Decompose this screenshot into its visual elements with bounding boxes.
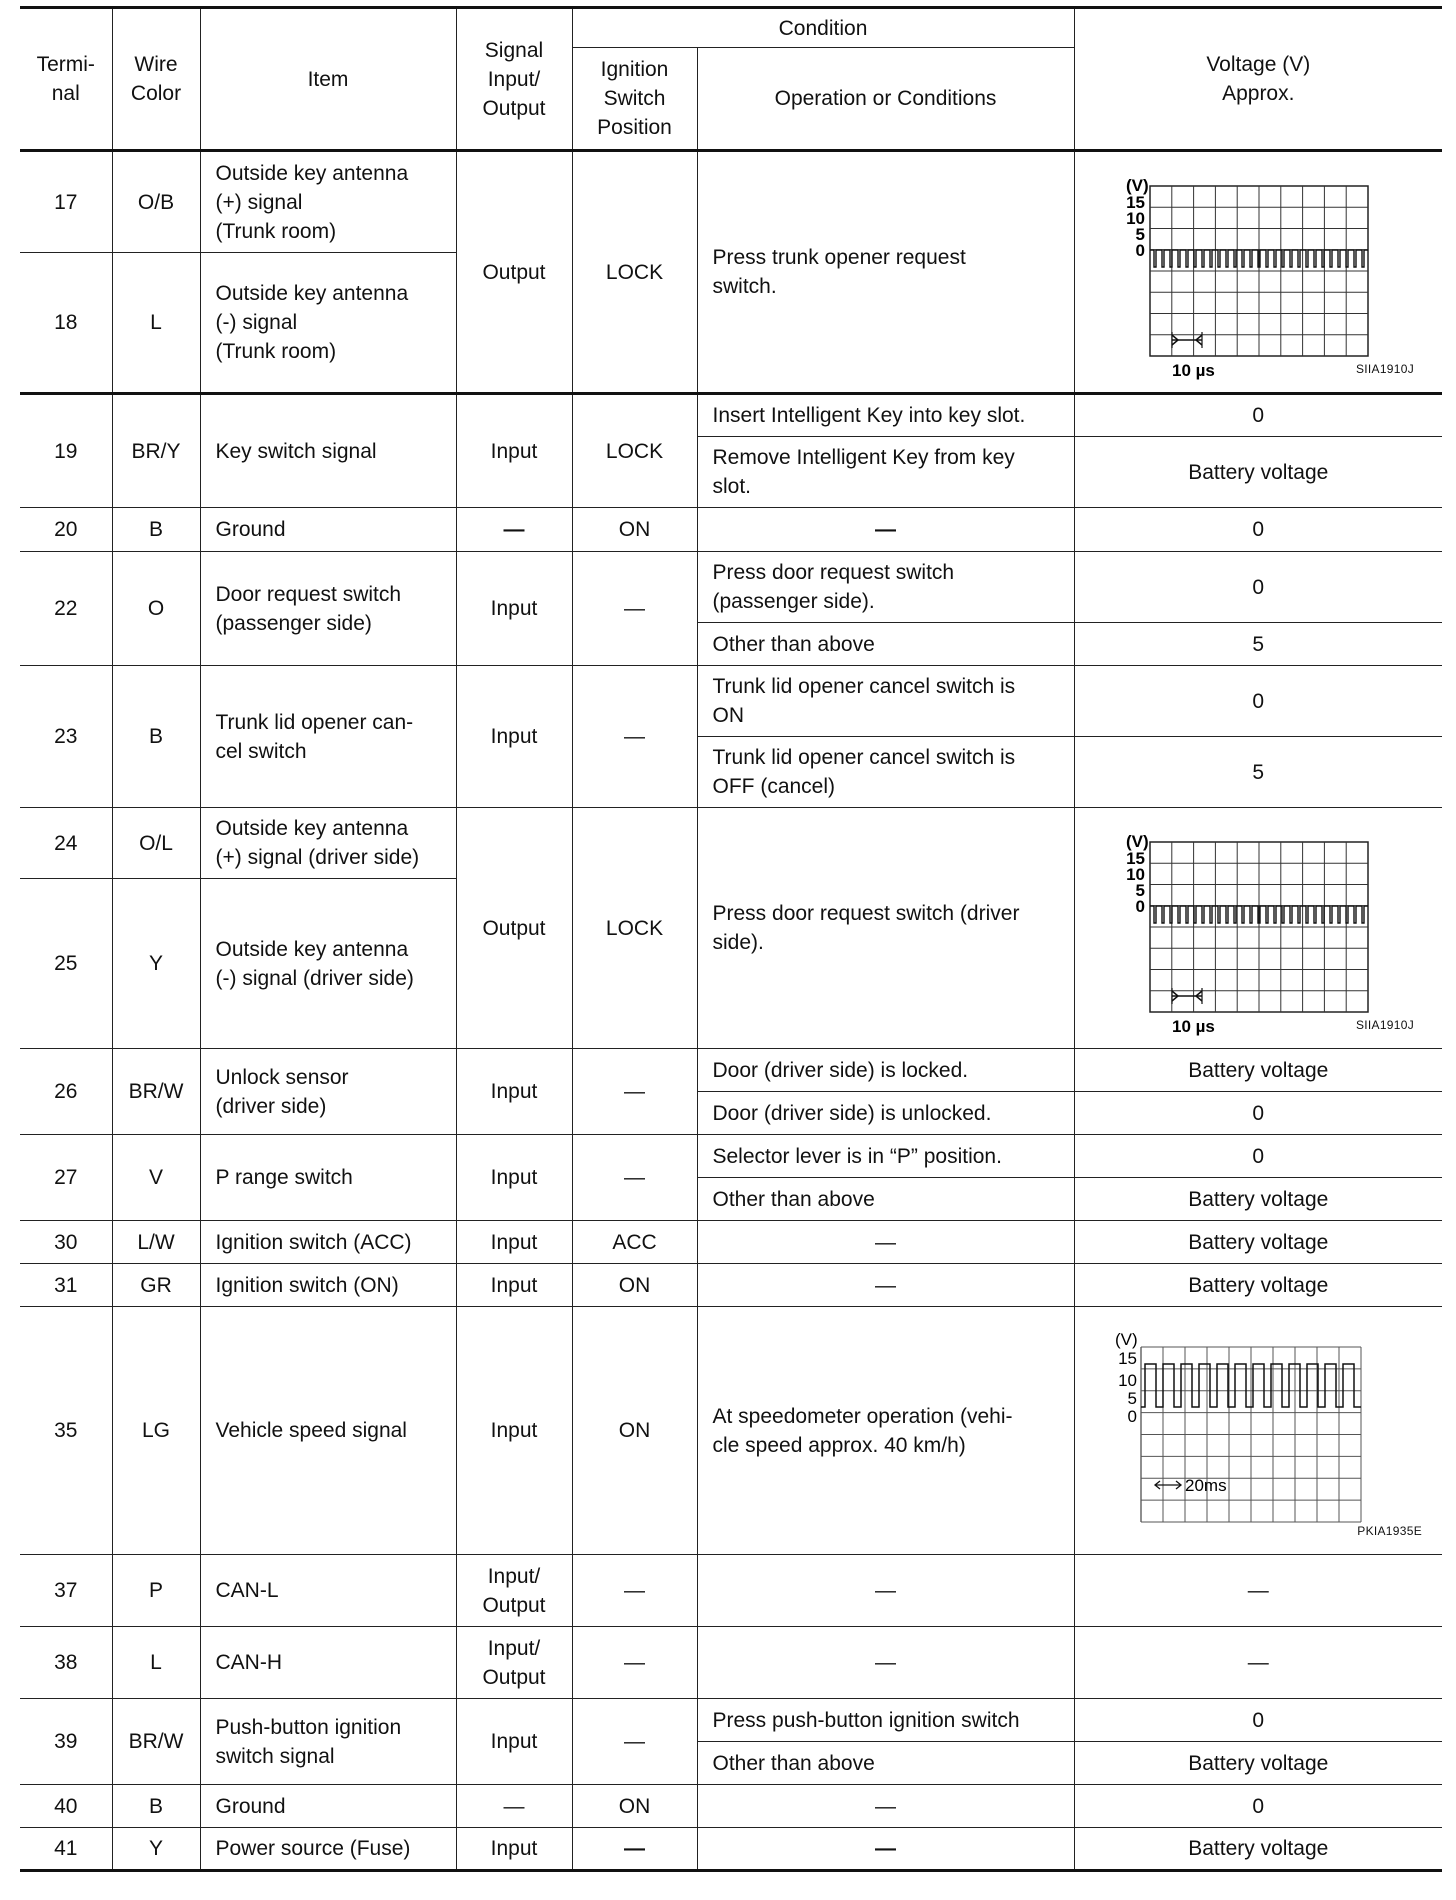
terminal-cell: 41	[20, 1828, 112, 1871]
wire-color-cell: Y	[112, 879, 200, 1049]
voltage-cell: Battery voltage	[1074, 1221, 1442, 1264]
operation-cell: Other than above	[697, 623, 1074, 666]
operation-cell: Press door request switch (passenger side).	[697, 552, 1074, 623]
voltage-cell: 5	[1074, 737, 1442, 808]
operation-cell: —	[697, 1785, 1074, 1828]
terminal-cell: 22	[20, 552, 112, 666]
period-label: 10 µs	[1171, 361, 1215, 380]
item-cell: Ignition switch (ACC)	[200, 1221, 456, 1264]
header-operation-conditions: Operation or Conditions	[697, 48, 1074, 151]
figure-id: SIIA1910J	[1355, 362, 1415, 376]
table-row	[20, 552, 1442, 623]
operation-cell: Trunk lid opener cancel switch is ON	[697, 666, 1074, 737]
waveform-unit: (V)	[1125, 832, 1149, 851]
table-row	[20, 1828, 1442, 1871]
operation-cell: Door (driver side) is unlocked.	[697, 1092, 1074, 1135]
io-cell: —	[456, 1785, 572, 1828]
operation-cell: Trunk lid opener cancel switch is OFF (cancel)	[697, 737, 1074, 808]
terminal-cell: 35	[20, 1307, 112, 1555]
terminal-cell: 24	[20, 808, 112, 879]
io-cell: Input	[456, 1264, 572, 1307]
wire-color-cell: B	[112, 508, 200, 552]
level-10: 10	[1117, 1371, 1137, 1390]
period-label: 20ms	[1184, 1476, 1227, 1495]
item-cell: P range switch	[200, 1135, 456, 1221]
operation-cell: —	[697, 1627, 1074, 1699]
voltage-cell: 5	[1074, 623, 1442, 666]
terminal-cell: 37	[20, 1555, 112, 1627]
voltage-cell: 0	[1074, 552, 1442, 623]
wire-color-cell: O/B	[112, 151, 200, 253]
item-cell: Ignition switch (ON)	[200, 1264, 456, 1307]
voltage-waveform-cell	[1074, 151, 1442, 394]
level-10: 10	[1125, 865, 1145, 884]
io-cell: Input	[456, 1135, 572, 1221]
operation-cell: —	[697, 1264, 1074, 1307]
table-row	[20, 1699, 1442, 1742]
table-row	[20, 1555, 1442, 1627]
header-ignition-switch-position: Ignition Switch Position	[572, 48, 697, 151]
terminal-cell: 20	[20, 508, 112, 552]
terminal-cell: 39	[20, 1699, 112, 1785]
io-cell: Input/ Output	[456, 1555, 572, 1627]
voltage-cell: Battery voltage	[1074, 1828, 1442, 1871]
io-cell: Input	[456, 1828, 572, 1871]
table-row	[20, 1785, 1442, 1828]
item-cell: Unlock sensor (driver side)	[200, 1049, 456, 1135]
wire-color-cell: BR/W	[112, 1049, 200, 1135]
item-cell: Vehicle speed signal	[200, 1307, 456, 1555]
io-cell: Input	[456, 666, 572, 808]
terminal-spec-table	[20, 6, 1442, 1872]
terminal-cell: 27	[20, 1135, 112, 1221]
io-cell: Input	[456, 1049, 572, 1135]
level-0: 0	[1135, 897, 1145, 916]
table-row	[20, 151, 1442, 253]
ignition-cell: —	[572, 1627, 697, 1699]
item-cell: Key switch signal	[200, 394, 456, 508]
level-15: 15	[1125, 193, 1145, 212]
operation-cell: At speedometer operation (vehi- cle speed approx. 40 km/h)	[697, 1307, 1074, 1555]
wire-color-cell: L	[112, 253, 200, 394]
io-cell: Output	[456, 808, 572, 1049]
operation-cell: Door (driver side) is locked.	[697, 1049, 1074, 1092]
voltage-cell: —	[1074, 1555, 1442, 1627]
table-row	[20, 394, 1442, 437]
operation-cell: Insert Intelligent Key into key slot.	[697, 394, 1074, 437]
ignition-cell: ACC	[572, 1221, 697, 1264]
operation-cell: Remove Intelligent Key from key slot.	[697, 437, 1074, 508]
item-cell: Outside key antenna (+) signal (driver side)	[200, 808, 456, 879]
wire-color-cell: L	[112, 1627, 200, 1699]
header-item: Item	[200, 8, 456, 151]
wire-color-cell: GR	[112, 1264, 200, 1307]
level-5: 5	[1135, 881, 1145, 900]
terminal-cell: 38	[20, 1627, 112, 1699]
header-voltage: Voltage (V) Approx.	[1074, 8, 1442, 151]
ignition-cell: —	[572, 1555, 697, 1627]
period-label: 10 µs	[1171, 1017, 1215, 1036]
operation-cell: Press push-button ignition switch	[697, 1699, 1074, 1742]
io-cell: Output	[456, 151, 572, 394]
item-cell: CAN-L	[200, 1555, 456, 1627]
wire-color-cell: B	[112, 1785, 200, 1828]
operation-cell: —	[697, 1221, 1074, 1264]
io-cell: Input	[456, 394, 572, 508]
wire-color-cell: BR/Y	[112, 394, 200, 508]
voltage-cell: 0	[1074, 1135, 1442, 1178]
table-row	[20, 1627, 1442, 1699]
terminal-cell: 40	[20, 1785, 112, 1828]
voltage-cell: 0	[1074, 1092, 1442, 1135]
level-0: 0	[1135, 241, 1145, 260]
io-cell: Input	[456, 552, 572, 666]
item-cell: Ground	[200, 1785, 456, 1828]
io-cell: Input	[456, 1307, 572, 1555]
voltage-cell: Battery voltage	[1074, 1178, 1442, 1221]
terminal-cell: 23	[20, 666, 112, 808]
waveform-unit: (V)	[1114, 1330, 1138, 1349]
voltage-cell: 0	[1074, 666, 1442, 737]
level-5: 5	[1127, 1389, 1137, 1408]
ignition-cell: —	[572, 666, 697, 808]
item-cell: Outside key antenna (-) signal (Trunk room)	[200, 253, 456, 394]
wire-color-cell: L/W	[112, 1221, 200, 1264]
operation-cell: —	[697, 1555, 1074, 1627]
level-15: 15	[1117, 1349, 1137, 1368]
ignition-cell: LOCK	[572, 808, 697, 1049]
ignition-cell: ON	[572, 1264, 697, 1307]
item-cell: Outside key antenna (-) signal (driver side)	[200, 879, 456, 1049]
wire-color-cell: B	[112, 666, 200, 808]
wire-color-cell: LG	[112, 1307, 200, 1555]
ignition-cell: —	[572, 1049, 697, 1135]
ignition-cell: ON	[572, 1785, 697, 1828]
wire-color-cell: BR/W	[112, 1699, 200, 1785]
voltage-waveform-cell	[1074, 1307, 1442, 1555]
wire-color-cell: O	[112, 552, 200, 666]
table-row	[20, 1307, 1442, 1555]
terminal-cell: 30	[20, 1221, 112, 1264]
speed-waveform	[1075, 1307, 1443, 1554]
wire-color-cell: O/L	[112, 808, 200, 879]
header-wire-color: Wire Color	[112, 8, 200, 151]
table-row	[20, 1135, 1442, 1178]
ignition-cell: —	[572, 1135, 697, 1221]
terminal-cell: 31	[20, 1264, 112, 1307]
operation-cell: Selector lever is in “P” position.	[697, 1135, 1074, 1178]
wire-color-cell: P	[112, 1555, 200, 1627]
item-cell: Push-button ignition switch signal	[200, 1699, 456, 1785]
voltage-waveform-cell	[1074, 808, 1442, 1049]
table-row	[20, 508, 1442, 552]
voltage-cell: Battery voltage	[1074, 1742, 1442, 1785]
level-10: 10	[1125, 209, 1145, 228]
figure-id: SIIA1910J	[1355, 1018, 1415, 1032]
ignition-cell: ON	[572, 508, 697, 552]
table-row	[20, 808, 1442, 879]
wire-color-cell: Y	[112, 1828, 200, 1871]
figure-id: PKIA1935E	[1357, 1524, 1423, 1538]
voltage-cell: 0	[1074, 508, 1442, 552]
voltage-cell: Battery voltage	[1074, 1049, 1442, 1092]
item-cell: Ground	[200, 508, 456, 552]
voltage-cell: Battery voltage	[1074, 1264, 1442, 1307]
voltage-cell: 0	[1074, 1699, 1442, 1742]
io-cell: Input	[456, 1221, 572, 1264]
operation-cell: Other than above	[697, 1178, 1074, 1221]
ignition-cell: —	[572, 552, 697, 666]
operation-cell: —	[697, 1828, 1074, 1871]
voltage-cell: Battery voltage	[1074, 437, 1442, 508]
voltage-cell: 0	[1074, 394, 1442, 437]
item-cell: Outside key antenna (+) signal (Trunk room)	[200, 151, 456, 253]
header-signal-io: Signal Input/ Output	[456, 8, 572, 151]
level-15: 15	[1125, 849, 1145, 868]
operation-cell: —	[697, 508, 1074, 552]
voltage-cell: 0	[1074, 1785, 1442, 1828]
wire-color-cell: V	[112, 1135, 200, 1221]
io-cell: Input	[456, 1699, 572, 1785]
item-cell: Trunk lid opener can- cel switch	[200, 666, 456, 808]
ignition-cell: —	[572, 1828, 697, 1871]
item-cell: Door request switch (passenger side)	[200, 552, 456, 666]
antenna-waveform-trunk	[1075, 152, 1443, 392]
terminal-cell: 18	[20, 253, 112, 394]
header-terminal: Termi- nal	[20, 8, 112, 151]
ignition-cell: —	[572, 1699, 697, 1785]
terminal-cell: 25	[20, 879, 112, 1049]
terminal-cell: 19	[20, 394, 112, 508]
table-row	[20, 1221, 1442, 1264]
item-cell: CAN-H	[200, 1627, 456, 1699]
voltage-cell: —	[1074, 1627, 1442, 1699]
table-row	[20, 666, 1442, 737]
table-row	[20, 1049, 1442, 1092]
waveform-unit: (V)	[1125, 176, 1149, 195]
header-condition: Condition	[572, 8, 1074, 48]
terminal-cell: 17	[20, 151, 112, 253]
antenna-waveform-driver	[1075, 808, 1443, 1048]
item-cell: Power source (Fuse)	[200, 1828, 456, 1871]
terminal-cell: 26	[20, 1049, 112, 1135]
level-5: 5	[1135, 225, 1145, 244]
level-0: 0	[1127, 1407, 1137, 1426]
operation-cell: Press trunk opener request switch.	[697, 151, 1074, 394]
table-row	[20, 1264, 1442, 1307]
ignition-cell: ON	[572, 1307, 697, 1555]
ignition-cell: LOCK	[572, 394, 697, 508]
io-cell: —	[456, 508, 572, 552]
io-cell: Input/ Output	[456, 1627, 572, 1699]
operation-cell: Other than above	[697, 1742, 1074, 1785]
ignition-cell: LOCK	[572, 151, 697, 394]
operation-cell: Press door request switch (driver side).	[697, 808, 1074, 1049]
